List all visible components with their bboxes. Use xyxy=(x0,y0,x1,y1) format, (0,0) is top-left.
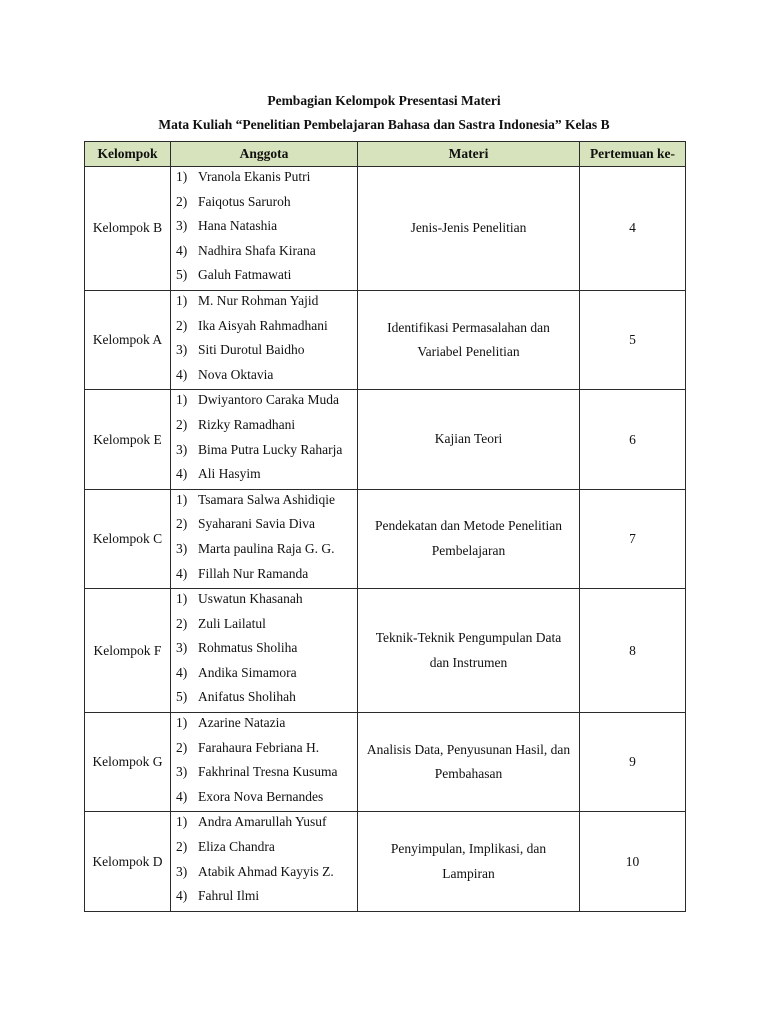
member-name: Siti Durotul Baidho xyxy=(198,342,305,358)
member-number: 2) xyxy=(176,317,188,333)
table-row xyxy=(85,713,686,812)
member-name: Ali Hasyim xyxy=(198,466,261,482)
group-name: Kelompok G xyxy=(85,713,171,812)
materi-line: Identifikasi Permasalahan dan xyxy=(387,319,550,335)
meeting-number: 5 xyxy=(580,290,686,389)
materi-line: Pendekatan dan Metode Penelitian xyxy=(374,518,563,534)
member-name: Anifatus Sholihah xyxy=(198,689,296,705)
member-number: 2) xyxy=(176,739,188,755)
member-number: 3) xyxy=(176,540,188,556)
meeting-number: 9 xyxy=(580,713,686,812)
member-number: 4) xyxy=(176,788,188,804)
member-item xyxy=(176,539,353,564)
document-subtitle: Mata Kuliah “Penelitian Pembelajaran Bahasa dan Sastra Indonesia” Kelas B xyxy=(158,117,610,132)
meeting-number: 7 xyxy=(580,489,686,588)
materi-line: dan Instrumen xyxy=(429,654,508,670)
member-item xyxy=(176,862,353,887)
materi-line: Pembelajaran xyxy=(431,542,506,558)
member-list xyxy=(171,713,358,812)
table-header-row xyxy=(85,142,686,167)
member-name: Azarine Natazia xyxy=(198,715,286,731)
member-name: Nadhira Shafa Kirana xyxy=(198,242,316,258)
member-number: 3) xyxy=(176,218,188,234)
member-name: Andra Amarullah Yusuf xyxy=(198,814,327,830)
member-item xyxy=(176,564,353,589)
member-item xyxy=(176,638,353,663)
materi-cell xyxy=(358,713,580,812)
member-name: Fillah Nur Ramanda xyxy=(198,565,309,581)
table-row xyxy=(85,290,686,389)
member-number: 3) xyxy=(176,640,188,656)
member-number: 1) xyxy=(176,392,188,408)
member-number: 1) xyxy=(176,715,188,731)
member-number: 2) xyxy=(176,615,188,631)
meeting-number: 8 xyxy=(580,589,686,713)
member-item xyxy=(176,415,353,440)
member-name: Marta paulina Raja G. G. xyxy=(198,540,335,556)
member-item xyxy=(176,886,353,911)
member-item xyxy=(176,440,353,465)
member-item xyxy=(176,316,353,341)
group-table xyxy=(84,141,686,912)
member-name: Rohmatus Sholiha xyxy=(198,640,298,656)
member-list xyxy=(171,290,358,389)
header-materi: Materi xyxy=(358,142,580,167)
materi-line: Pembahasan xyxy=(434,766,503,782)
member-name: Ika Aisyah Rahmadhani xyxy=(198,317,328,333)
group-name: Kelompok D xyxy=(85,812,171,911)
member-item xyxy=(176,787,353,812)
member-name: Andika Simamora xyxy=(198,664,297,680)
member-number: 2) xyxy=(176,416,188,432)
materi-cell xyxy=(358,589,580,713)
materi-cell xyxy=(358,290,580,389)
member-name: Eliza Chandra xyxy=(198,839,275,855)
member-item xyxy=(176,192,353,217)
member-number: 4) xyxy=(176,366,188,382)
member-number: 4) xyxy=(176,664,188,680)
member-number: 2) xyxy=(176,516,188,532)
materi-line: Analisis Data, Penyusunan Hasil, dan xyxy=(366,741,571,757)
member-item xyxy=(176,241,353,266)
member-number: 2) xyxy=(176,193,188,209)
member-item xyxy=(176,837,353,862)
materi-line: Variabel Penelitian xyxy=(417,344,520,360)
member-number: 5) xyxy=(176,689,188,705)
member-item xyxy=(176,167,353,192)
materi-cell xyxy=(358,812,580,911)
table-row xyxy=(85,167,686,291)
table-body xyxy=(85,167,686,912)
member-item xyxy=(176,265,353,290)
member-name: Farahaura Febriana H. xyxy=(198,739,320,755)
member-item xyxy=(176,340,353,365)
member-item xyxy=(176,390,353,415)
document-title: Pembagian Kelompok Presentasi Materi xyxy=(267,93,501,108)
group-name: Kelompok E xyxy=(85,390,171,489)
member-name: Zuli Lailatul xyxy=(198,615,266,631)
member-list xyxy=(171,589,358,713)
member-name: Tsamara Salwa Ashidiqie xyxy=(198,491,336,507)
group-name: Kelompok B xyxy=(85,167,171,291)
meeting-number: 6 xyxy=(580,390,686,489)
member-number: 4) xyxy=(176,565,188,581)
member-list xyxy=(171,812,358,911)
member-number: 3) xyxy=(176,441,188,457)
member-number: 4) xyxy=(176,888,188,904)
meeting-number: 10 xyxy=(580,812,686,911)
member-item xyxy=(176,514,353,539)
materi-line: Teknik-Teknik Pengumpulan Data xyxy=(375,630,562,646)
member-name: Nova Oktavia xyxy=(198,366,274,382)
member-name: Exora Nova Bernandes xyxy=(198,788,324,804)
group-name: Kelompok C xyxy=(85,489,171,588)
member-number: 1) xyxy=(176,169,188,184)
header-pertemuan: Pertemuan ke- xyxy=(580,142,686,167)
member-number: 3) xyxy=(176,863,188,879)
member-item xyxy=(176,663,353,688)
member-name: Galuh Fatmawati xyxy=(198,267,292,283)
member-item xyxy=(176,687,353,712)
member-number: 5) xyxy=(176,267,188,283)
member-number: 3) xyxy=(176,342,188,358)
member-item xyxy=(176,464,353,489)
meeting-number: 4 xyxy=(580,167,686,291)
member-number: 1) xyxy=(176,814,188,830)
group-name: Kelompok F xyxy=(85,589,171,713)
materi-line: Kajian Teori xyxy=(434,431,503,447)
member-item xyxy=(176,713,353,738)
member-number: 3) xyxy=(176,764,188,780)
member-name: Hana Natashia xyxy=(198,218,278,234)
member-number: 1) xyxy=(176,292,188,308)
member-item xyxy=(176,762,353,787)
table-row xyxy=(85,489,686,588)
materi-cell xyxy=(358,167,580,291)
member-name: Fahrul Ilmi xyxy=(198,888,260,904)
member-number: 2) xyxy=(176,839,188,855)
table-row xyxy=(85,589,686,713)
member-item xyxy=(176,589,353,614)
table-row xyxy=(85,390,686,489)
member-item xyxy=(176,738,353,763)
member-item xyxy=(176,490,353,515)
member-list xyxy=(171,167,358,291)
group-name: Kelompok A xyxy=(85,290,171,389)
member-name: Bima Putra Lucky Raharja xyxy=(198,441,343,457)
member-name: Syaharani Savia Diva xyxy=(198,516,315,532)
member-list xyxy=(171,390,358,489)
member-name: Dwiyantoro Caraka Muda xyxy=(198,392,339,408)
member-number: 4) xyxy=(176,242,188,258)
header-kelompok: Kelompok xyxy=(85,142,171,167)
member-name: Faiqotus Saruroh xyxy=(198,193,291,209)
materi-line: Penyimpulan, Implikasi, dan xyxy=(390,841,547,857)
member-item xyxy=(176,812,353,837)
member-name: Vranola Ekanis Putri xyxy=(198,169,311,184)
member-name: Rizky Ramadhani xyxy=(198,416,296,432)
member-name: Fakhrinal Tresna Kusuma xyxy=(198,764,338,780)
member-number: 4) xyxy=(176,466,188,482)
materi-line: Jenis-Jenis Penelitian xyxy=(410,220,527,236)
member-name: Atabik Ahmad Kayyis Z. xyxy=(198,863,334,879)
member-name: M. Nur Rohman Yajid xyxy=(198,292,319,308)
member-item xyxy=(176,614,353,639)
materi-cell xyxy=(358,489,580,588)
member-list xyxy=(171,489,358,588)
member-number: 1) xyxy=(176,491,188,507)
member-name: Uswatun Khasanah xyxy=(198,591,303,607)
header-anggota: Anggota xyxy=(171,142,358,167)
member-item xyxy=(176,291,353,316)
member-item xyxy=(176,365,353,390)
materi-line: Lampiran xyxy=(442,865,495,881)
member-number: 1) xyxy=(176,591,188,607)
table-row xyxy=(85,812,686,911)
materi-cell xyxy=(358,390,580,489)
member-item xyxy=(176,216,353,241)
